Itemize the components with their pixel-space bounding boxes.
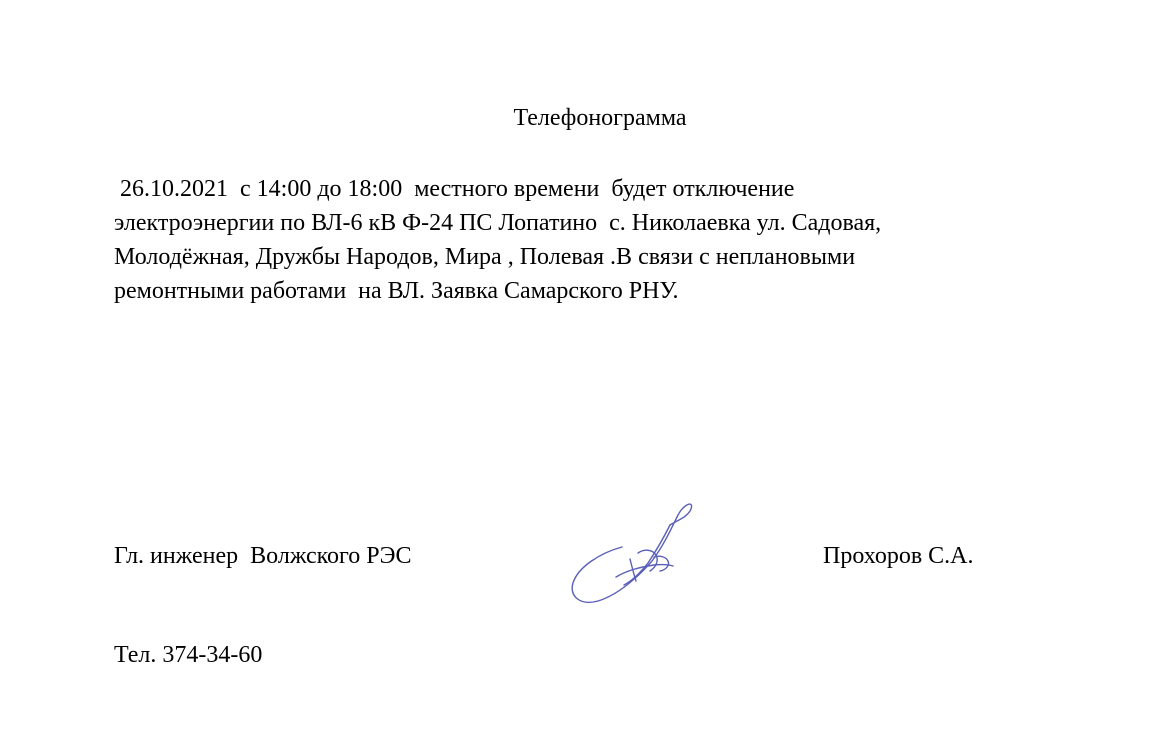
signatory-name: Прохоров С.А.	[823, 543, 974, 569]
body-line: Молодёжная, Дружбы Народов, Мира , Полевая .В связи с неплановыми	[114, 244, 856, 270]
document-body	[114, 172, 881, 308]
body-line: электроэнергии по ВЛ-6 кВ Ф-24 ПС Лопатино с. Николаевка ул. Садовая,	[114, 210, 882, 236]
document-title: Телефонограмма	[513, 105, 687, 131]
signatory-position: Гл. инженер Волжского РЭС	[114, 543, 412, 569]
body-line: ремонтными работами на ВЛ. Заявка Самарского РНУ.	[114, 278, 679, 304]
contact-phone: Тел. 374-34-60	[114, 642, 263, 668]
body-line: 26.10.2021 с 14:00 до 18:00 местного времени будет отключение	[114, 176, 795, 202]
handwritten-signature	[560, 495, 705, 615]
